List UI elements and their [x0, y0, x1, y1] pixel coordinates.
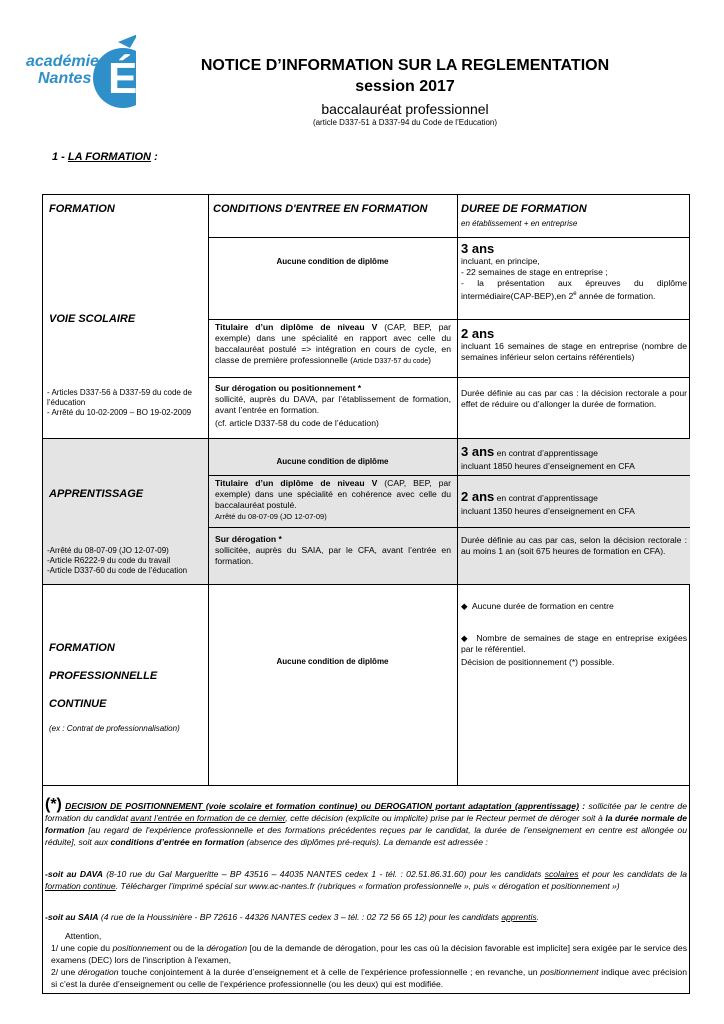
saia-a: (4 rue de la Houssinière - BP 72616 - 44326 NANTES cedex 3 – tél. : 02 72 56 65 12) pour les candidats — [98, 912, 502, 922]
appr-r2-condition — [215, 478, 451, 522]
att1-b: ou de la — [170, 943, 207, 953]
voie-refs-articles: - Articles D337-56 à D337-59 du code de l’éducation — [47, 388, 192, 407]
attention-title: Attention, — [65, 931, 102, 941]
bullet-icon: ◆ — [461, 633, 469, 643]
saia-b: . — [536, 912, 540, 922]
logo-letter: É — [108, 54, 138, 103]
col3-subheader: en établissement + en entreprise — [461, 219, 578, 228]
fpc-label-3: CONTINUE — [49, 698, 107, 710]
dava-a: (8-10 rue du Gal Margueritte – BP 43516 – 44035 NANTES cedex 1 - tél. : 02.51.86.31.60) pour les candidats — [102, 869, 545, 879]
att2-i1: dérogation — [77, 967, 119, 977]
appr-r3-duration: Durée définie au cas par cas, selon la décision rectorale : au moins 1 an (soit 675 heures de formation en CFA). — [461, 535, 687, 556]
fpc-condition: Aucune condition de diplôme — [276, 657, 389, 666]
saia-u: apprentis — [501, 912, 537, 922]
fpc-duration-1-text: Aucune durée de formation en centre — [471, 601, 614, 611]
decision-c: [au regard de l'expérience professionnelle et des formations précédentes reçues par le candidat, la durée de l’enseignement en centre est allongée ou réduite], soit aux — [45, 825, 687, 847]
voie-r2-condition-end: ) — [428, 355, 432, 365]
att2-b: touche conjointement à la durée d’enseignement et à celle de l’expérience professionnelle ; en revanche, un — [118, 967, 541, 977]
section-heading — [52, 151, 158, 163]
decision-title: DECISION DE POSITIONNEMENT (voie scolaire et formation continue) ou DEROGATION portant adaptation (apprentissage) — [65, 801, 579, 811]
appr-r2-duration-big: 2 ans — [461, 489, 495, 504]
voie-r1-duration-3 — [461, 278, 687, 302]
att2-a: 2/ une — [51, 967, 78, 977]
apprentissage-label: APPRENTISSAGE — [49, 488, 144, 500]
fpc-label-1: FORMATION — [49, 642, 115, 654]
voie-r2-duration-big: 2 ans — [461, 326, 495, 341]
session-title: session 2017 — [355, 78, 455, 95]
dava-lead: -soit au DAVA — [45, 869, 103, 879]
logo-line2: Nantes — [38, 70, 92, 87]
academie-logo — [26, 30, 136, 110]
voie-r2-condition-bold: Titulaire d’un diplôme de niveau V — [215, 322, 378, 332]
decision-colon: : — [578, 801, 586, 811]
dava-u1: scolaires — [544, 869, 579, 879]
att1-i1: positionnement — [112, 943, 171, 953]
fpc-label-2: PROFESSIONNELLE — [49, 670, 158, 682]
appr-r2-duration — [461, 488, 687, 517]
appr-r2-duration-text: incluant 1350 heures d’enseignement en CFA — [461, 506, 635, 516]
dava-paragraph — [45, 868, 687, 892]
section-number: 1 - — [52, 151, 68, 163]
appr-r1-condition: Aucune condition de diplôme — [276, 457, 389, 466]
dava-u2: formation continue — [45, 881, 116, 891]
decision-d: (absence des diplômes pré-requis). La demande est adressée : — [244, 837, 488, 847]
appr-r1-duration — [461, 443, 687, 472]
appr-r3-condition-text: sollicitée, auprès du SAIA, par le CFA, avant l’entrée en formation. — [215, 545, 451, 566]
att2-c: indique avec précision si c’est la durée d’enseignement ou celle de l’expérience professionnelle (ou les deux) qui est modifiée. — [51, 967, 687, 989]
dava-b: et pour les candidats de la — [578, 869, 687, 879]
voie-scolaire-label: VOIE SCOLAIRE — [49, 313, 136, 325]
voie-r3-condition-ref: (cf. article D337-58 du code de l’éducation) — [215, 418, 379, 428]
appr-refs-education: -Article D337-60 du code de l’éducation — [47, 566, 188, 575]
fpc-duration-3: Décision de positionnement (*) possible. — [461, 657, 615, 667]
col2-header: CONDITIONS D'ENTREE EN FORMATION — [213, 203, 428, 215]
fpc-duration-2-text: Nombre de semaines de stage en entreprise exigées par le référentiel. — [461, 633, 688, 654]
appr-refs-arrete: -Arrêté du 08-07-09 (JO 12-07-09) — [47, 546, 169, 555]
appr-r1-duration-big: 3 ans — [461, 444, 495, 459]
voie-r1-duration-3a: - la présentation aux épreuves du diplôme intermédiaire(CAP-BEP),en 2 — [461, 278, 687, 301]
voie-r1-duration — [461, 241, 687, 302]
page-title: NOTICE D’INFORMATION SUR LA REGLEMENTATION — [200, 57, 610, 74]
col1-header: FORMATION — [49, 203, 115, 215]
voie-r3-duration: Durée définie au cas par cas : la décision rectorale a pour effet de réduire ou d’allonger la durée de formation. — [461, 388, 687, 409]
saia-paragraph — [45, 911, 687, 923]
decision-bold2: conditions d’entrée en formation — [110, 837, 245, 847]
appr-r2-condition-ref: Arrêté du 08-07-09 (JO 12-07-09) — [215, 512, 327, 521]
voie-r1-duration-big: 3 ans — [461, 241, 495, 256]
appr-r2-duration-inline: en contrat d’apprentissage — [494, 493, 598, 503]
attention-2 — [51, 966, 687, 990]
dava-c: . Télécharger l’imprimé spécial sur www.ac-nantes.fr (rubriques « formation professionnelle », puis « dérogation et positionnement ») — [115, 881, 620, 891]
voie-r2-condition-small: Article D337-57 du code — [353, 358, 429, 365]
decision-paragraph — [45, 796, 687, 848]
voie-refs-arrete: - Arrêté du 10-02-2009 – BO 19-02-2009 — [47, 408, 192, 417]
appr-refs-travail: -Article R6222-9 du code du travail — [47, 556, 171, 565]
note-star: (*) — [45, 796, 62, 813]
fpc-duration-2 — [461, 633, 687, 655]
voie-r2-duration-text: incluant 16 semaines de stage en entreprise (nombre de semaines inférieur selon certains référentiels) — [461, 341, 687, 362]
att2-i2: positionnement — [540, 967, 599, 977]
att1-a: 1/ une copie du — [51, 943, 113, 953]
section-title: LA FORMATION — [67, 151, 152, 163]
decision-u: avant l’entrée en formation de ce dernier — [130, 813, 286, 823]
att1-c: [ou de la demande de dérogation, pour les cas où la décision favorable est implicite] sera exigée par le service des examens (DEC) lors de l'inscription à l'examen, — [51, 943, 687, 965]
voie-r1-duration-1: incluant, en principe, — [461, 256, 540, 266]
appr-r2-condition-bold: Titulaire d’un diplôme de niveau V — [215, 478, 378, 488]
formation-table — [42, 194, 690, 994]
att1-i2: dérogation — [206, 943, 247, 953]
voie-r2-condition — [215, 322, 451, 367]
appr-r3-condition-bold: Sur dérogation * — [215, 534, 282, 544]
voie-r2-condition-rest: (CAP, BEP, par exemple) dans une spécialité en rapport avec celle du baccalauréat postulé => intégration en cours de cycle, en classe de première professionnelle ( — [215, 322, 451, 365]
bullet-icon: ◆ — [461, 601, 468, 611]
attention-1 — [51, 942, 687, 966]
appr-r3-condition — [215, 534, 451, 567]
fpc-duration-1 — [461, 601, 687, 612]
col3-header: DUREE DE FORMATION — [461, 203, 587, 215]
voie-r3-condition — [215, 383, 451, 429]
page-reference: (article D337-51 à D337-94 du Code de l’Education) — [312, 118, 498, 127]
appr-r1-duration-text: incluant 1850 heures d’enseignement en CFA — [461, 461, 635, 471]
voie-r1-duration-sup: e — [573, 291, 577, 297]
decision-bold1: la durée normale de formation — [45, 813, 687, 835]
appr-r2-condition-rest: (CAP, BEP, par exemple) dans une spécialité en cohérence avec celle du baccalauréat postulé. — [215, 478, 451, 510]
voie-r2-duration — [461, 326, 687, 363]
saia-lead: -soit au SAIA — [45, 912, 99, 922]
page-subtitle: baccalauréat professionnel — [321, 101, 489, 117]
voie-r3-condition-bold: Sur dérogation ou positionnement * — [215, 383, 362, 393]
logo-line1: académie — [26, 53, 99, 70]
appr-r1-duration-inline: en contrat d’apprentissage — [494, 448, 598, 458]
voie-r3-condition-text: sollicité, auprès du DAVA, par l’établissement de formation, avant l’entrée en formation. — [215, 394, 451, 415]
decision-b: , cette décision (explicite ou implicite) prise par le Recteur permet de déroger soit à — [285, 813, 606, 823]
fpc-example: (ex : Contrat de professionnalisation) — [49, 724, 180, 733]
voie-r1-duration-4: année de formation. — [576, 290, 656, 301]
section-suffix: : — [151, 151, 158, 163]
decision-a: sollicitée par le centre de formation du candidat — [45, 801, 687, 823]
voie-r1-duration-2: - 22 semaines de stage en entreprise ; — [461, 267, 608, 277]
voie-r1-condition: Aucune condition de diplôme — [276, 257, 389, 266]
